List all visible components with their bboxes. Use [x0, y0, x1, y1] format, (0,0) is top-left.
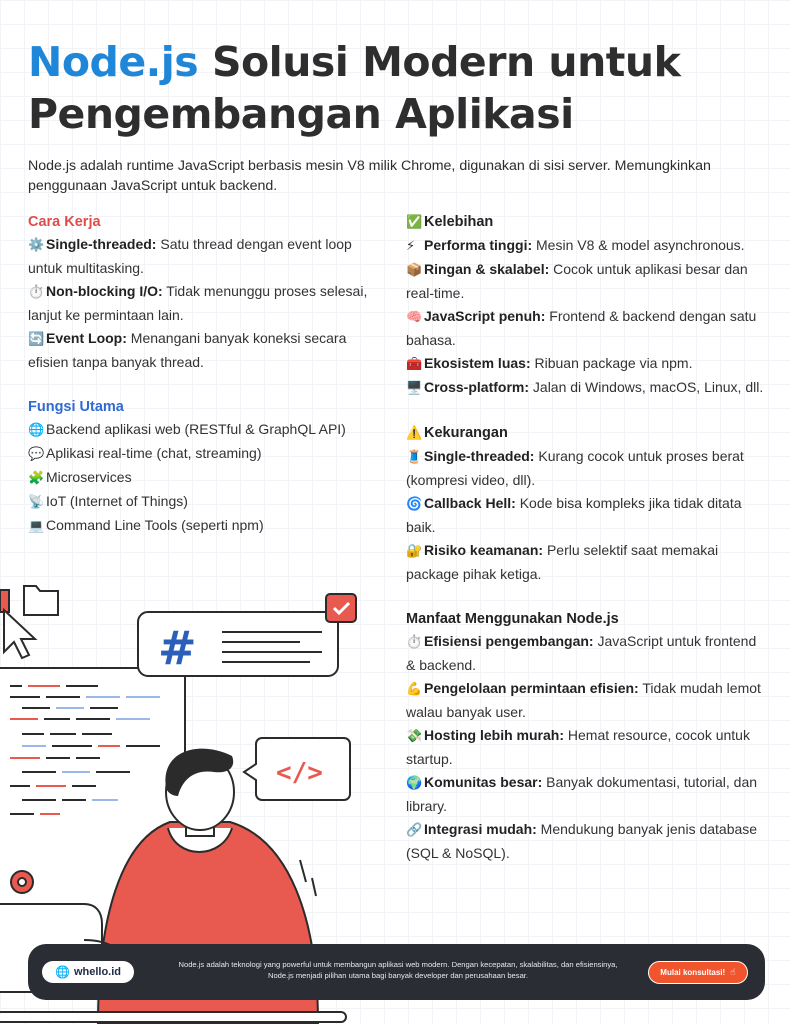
kelebihan-title: [406, 211, 766, 234]
item-text: Tidak mudah lemot walau banyak user.: [406, 680, 761, 720]
code-tag-icon: </>: [276, 758, 323, 788]
item-bold: Hosting lebih murah:: [424, 727, 564, 743]
list-item: [406, 677, 766, 724]
consultation-button[interactable]: [648, 961, 748, 984]
brand-logo-text: whello.id: [73, 966, 121, 978]
list-item: [406, 492, 766, 539]
item-bold: Cross-platform:: [424, 379, 530, 395]
hash-symbol: #: [158, 621, 197, 675]
item-bold: Komunitas besar:: [424, 774, 543, 790]
stopwatch-icon: ⏱️: [28, 285, 45, 300]
item-text: Banyak dokumentasi, tutorial, dan library.: [406, 774, 758, 814]
cyclone-icon: 🌀: [406, 497, 423, 512]
list-item: [406, 445, 766, 492]
item-text: Kode bisa kompleks jika tidak ditata baik.: [406, 495, 742, 535]
money-icon: 💸: [406, 729, 423, 744]
item-bold: Risiko keamanan:: [424, 542, 544, 558]
footer-description: Node.js adalah teknologi yang powerful untuk membangun aplikasi web modern. Dengan kecepatan, skalabilitas, dan efisiensinya, Node.js menjadi pilihan utama bagi banyak developer dan perusahaan besar.: [178, 960, 618, 980]
warning-icon: ⚠️: [406, 426, 423, 441]
intro-paragraph: Node.js adalah runtime JavaScript berbasis mesin V8 milik Chrome, digunakan di sisi server. Memungkinkan penggunaan JavaScript untuk backend.: [28, 158, 711, 194]
title-line-2: Pengembangan Aplikasi: [28, 90, 574, 138]
brain-icon: 🧠: [406, 310, 423, 325]
item-text: Cocok untuk aplikasi besar dan real-time.: [406, 261, 748, 301]
list-item: [406, 630, 766, 677]
refresh-icon: 🔄: [28, 332, 45, 347]
item-text: Command Line Tools (seperti npm): [46, 517, 264, 533]
list-item: [406, 724, 766, 771]
item-text: Microservices: [46, 469, 132, 485]
laptop-icon: 💻: [28, 519, 45, 534]
item-bold: Event Loop:: [46, 330, 127, 346]
list-item: [28, 442, 383, 466]
earth-icon: 🌍: [406, 776, 423, 791]
item-text: Aplikasi real-time (chat, streaming): [46, 445, 262, 461]
item-text: JavaScript untuk frontend & backend.: [406, 633, 757, 673]
brand-logo[interactable]: [42, 961, 134, 983]
list-item: [406, 258, 766, 305]
check-icon: ✅: [406, 215, 423, 230]
link-icon: 🔗: [406, 823, 423, 838]
list-item: [406, 771, 766, 818]
stopwatch-icon: ⏱️: [406, 635, 423, 650]
item-text: Mesin V8 & model asynchronous.: [532, 237, 745, 253]
item-text: Frontend & backend dengan satu bahasa.: [406, 308, 757, 348]
item-text: Menangani banyak koneksi secara efisien tanpa banyak thread.: [28, 330, 347, 370]
item-text: Satu thread dengan event loop untuk multitasking.: [28, 236, 352, 276]
list-item: [28, 418, 383, 442]
item-bold: Non-blocking I/O:: [46, 283, 163, 299]
list-item: [406, 539, 766, 586]
item-text: Hemat resource, cocok untuk startup.: [406, 727, 750, 767]
item-bold: Single-threaded:: [46, 236, 157, 252]
footer-bar: [28, 944, 765, 1000]
cursor-icon: [4, 610, 35, 658]
check-badge-icon: [326, 594, 356, 622]
list-item: [28, 514, 383, 538]
item-text: IoT (Internet of Things): [46, 493, 188, 509]
item-bold: Single-threaded:: [424, 448, 535, 464]
fungsi-utama-title: Fungsi Utama: [28, 399, 124, 415]
globe-icon: 🌐: [28, 423, 45, 438]
desk: [0, 1012, 346, 1022]
desktop-icon: 🖥️: [406, 381, 423, 396]
list-item: [406, 352, 766, 376]
red-tab-decor: [0, 590, 9, 612]
globe-icon: 🌐: [54, 965, 70, 979]
gear-icon: ⚙️: [28, 238, 45, 253]
list-item: [28, 280, 383, 327]
kekurangan-title: [406, 422, 766, 445]
title-line-1: Solusi Modern untuk: [198, 38, 681, 86]
page-title: [28, 36, 768, 140]
speech-bubble-icon: 💬: [28, 447, 45, 462]
item-text: Kurang cocok untuk proses berat (kompresi video, dll).: [406, 448, 744, 488]
item-bold: Callback Hell:: [424, 495, 516, 511]
consultation-button-label: Mulai konsultasi!: [660, 968, 726, 977]
cara-kerja-title: Cara Kerja: [28, 214, 101, 230]
puzzle-icon: 🧩: [28, 471, 45, 486]
item-bold: Ringan & skalabel:: [424, 261, 550, 277]
item-bold: Integrasi mudah:: [424, 821, 537, 837]
list-item: [28, 466, 383, 490]
lightning-icon: ⚡: [406, 239, 416, 254]
motion-marks: [300, 860, 316, 896]
item-bold: Ekosistem luas:: [424, 355, 531, 371]
package-icon: 📦: [406, 263, 423, 278]
item-text: Perlu selektif saat memakai package pihak ketiga.: [406, 542, 719, 582]
list-item: [28, 233, 383, 280]
item-bold: Performa tinggi:: [424, 237, 533, 253]
thread-icon: 🧵: [406, 450, 423, 465]
list-item: [28, 327, 383, 374]
kekurangan-title-text: Kekurangan: [424, 425, 508, 441]
list-item: [406, 818, 766, 865]
item-text: Tidak menunggu proses selesai, lanjut ke permintaan lain.: [28, 283, 368, 323]
item-text: Jalan di Windows, macOS, Linux, dll.: [529, 379, 764, 395]
list-item: [406, 305, 766, 352]
folder-icon: [24, 586, 58, 615]
right-column: [406, 211, 766, 865]
title-accent: Node.js: [28, 38, 199, 86]
item-bold: Pengelolaan permintaan efisien:: [424, 680, 639, 696]
list-item: [406, 234, 766, 258]
list-item: [406, 376, 766, 400]
left-column: [28, 211, 383, 538]
toolbox-icon: 🧰: [406, 357, 423, 372]
satellite-icon: 📡: [28, 495, 45, 510]
item-text: Mendukung banyak jenis database (SQL & NoSQL).: [406, 821, 758, 861]
item-text: Backend aplikasi web (RESTful & GraphQL API): [46, 421, 346, 437]
muscle-icon: 💪: [406, 682, 423, 697]
item-bold: Efisiensi pengembangan:: [424, 633, 594, 649]
item-bold: JavaScript penuh:: [424, 308, 546, 324]
list-item: [28, 490, 383, 514]
kelebihan-title-text: Kelebihan: [424, 214, 494, 230]
item-text: Ribuan package via npm.: [530, 355, 693, 371]
lock-icon: 🔐: [406, 544, 423, 559]
manfaat-title: Manfaat Menggunakan Node.js: [406, 611, 619, 627]
tap-icon: ☝: [730, 967, 736, 978]
